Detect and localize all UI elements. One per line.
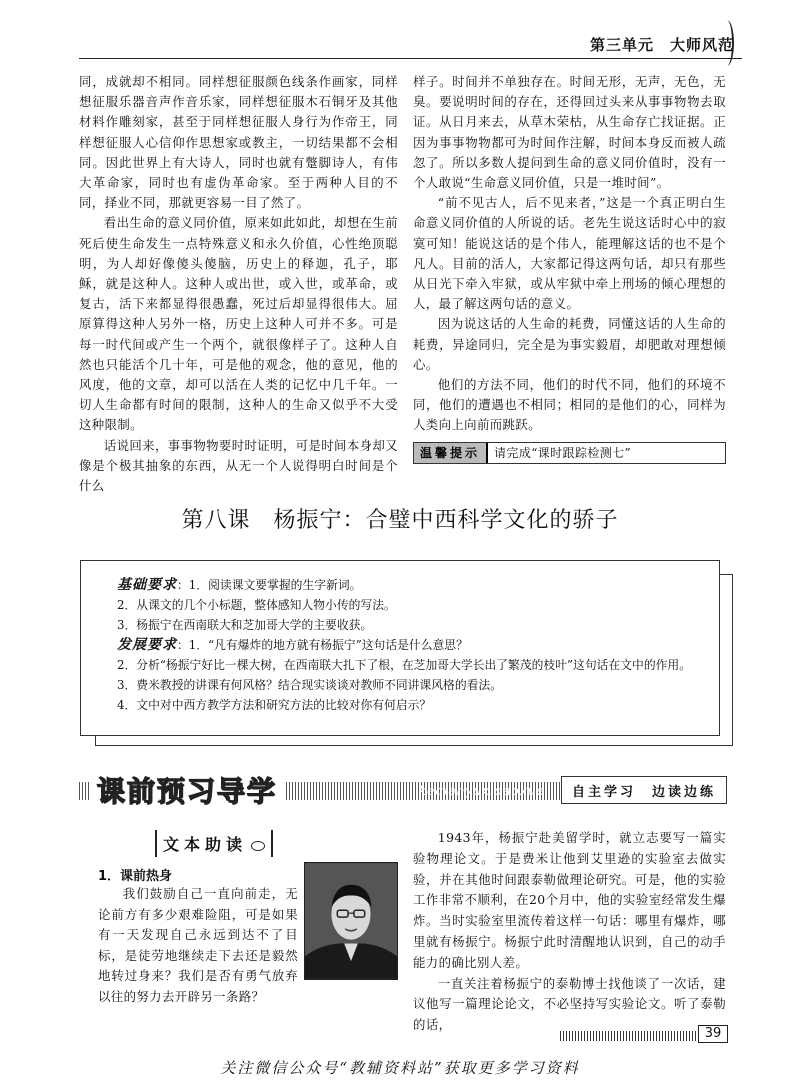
preview-pinyin: keqianyuxidaoxue	[419, 784, 545, 798]
warm-tip-text: 请完成“课时跟踪检测七”	[494, 445, 632, 460]
requirement-item: ：1．阅读课文要掌握的生字新词。	[177, 578, 362, 592]
page-number: 39	[698, 1025, 728, 1043]
header-rule	[79, 58, 742, 59]
warm-tip-box	[413, 442, 726, 464]
warm-tip-label: 温馨提示	[414, 443, 488, 463]
right-column-top	[413, 72, 726, 464]
paragraph: 1943年，杨振宁赴美留学时，就立志要写一篇实验物理论文。于是费米让他到艾里逊的实验室去做实验，并在其他时间跟泰勒做理论研究。可是，他的实验工作非常不顺利，在20个月中，他的实验室经常发生爆炸。当时实验室里流传着这样一句话：哪里有爆炸，哪里就有杨振宁。杨振宁此时清醒地认识到，自己的动手能力的确比别人差。	[413, 830, 726, 970]
requirement-item: ：1．“凡有爆炸的地方就有杨振宁”这句话是什么意思？	[177, 638, 468, 652]
basic-requirements-heading: 基础要求	[117, 577, 177, 593]
development-requirements-heading: 发展要求	[117, 637, 177, 653]
paragraph: 我们鼓励自己一直向前走，无论前方有多少艰难险阻，可是如果有一天发现自己永远到达不了目标，是徒劳地继续走下去还是毅然地转过身来？我们是否有勇气放弃以往的努力去开辟另一条路？	[98, 886, 298, 1004]
basic-requirement-first	[117, 575, 719, 595]
infinity-icon	[251, 841, 265, 851]
paragraph: 因为说这话的人生命的耗费，同懂这话的人生命的耗费，异途同归，完全是为事实毅眉，却肥敢对理想倾心。	[413, 316, 726, 372]
page-number-stripe	[560, 1031, 700, 1041]
unit-title: 第三单元 大师风范	[590, 36, 735, 54]
reading-aid-title	[155, 830, 273, 857]
preview-tag: 自主学习 边读边练	[561, 776, 727, 804]
paragraph: 看出生命的意义同价值，原来如此如此，却想在生前死后使生命发生一点特殊意义和永久价值，心性绝顶聪明，为人却好像傻头傻脑，历史上的释迦，孔子，耶稣，就是这种人。这种人或出世，或入世，或革命，或复古，活下来都显得很愚蠢，死过后却显得很伟大。屈原算得这种人另外一格，历史上这种人可并不多。可是每一时代间或产生一个两个，就很像样子了。这种人自然也只能活个几十年，可是他的观念，他的意见，他的风度，他的文章，却可以活在人类的记忆中几千年。一切人生命都有时间的限制，这种人的生命又似乎不大受这种限制。	[79, 215, 398, 433]
warmup-heading: 1．课前热身	[98, 869, 173, 884]
warmup-text-column	[98, 884, 298, 1007]
requirements-box	[80, 560, 720, 736]
paragraph: 一直关注着杨振宁的泰勒博士找他谈了一次话，建议他写一篇理论论文，不必坚持写实验论文。听了泰勒的话，	[413, 975, 726, 1033]
requirement-item: 3．杨振宁在西南联大和芝加哥大学的主要收获。	[117, 618, 373, 632]
paragraph: “前不见古人，后不见来者，”这是一个真正明白生命意义同价值的人所说的话。老先生说这话时心中的寂寞可知！能说这话的是个伟人，能理解这话的也不是个凡人。目前的活人，大家都记得这两句话，却只有那些从日光下牵入牢狱，或从牢狱中牵上刑场的倾心理想的人，最了解这两句话的意义。	[413, 195, 726, 312]
header-bracket-decoration	[720, 20, 734, 66]
requirement-item: 4．文中对中西方教学方法和研究方法的比较对你有何启示？	[117, 698, 432, 712]
portrait-illustration	[305, 863, 397, 979]
lesson-title: 第八课 杨振宁：合璧中西科学文化的骄子	[181, 508, 619, 533]
left-column-top	[79, 72, 398, 496]
right-column-bottom	[413, 828, 726, 1036]
reading-aid-label: 文本助读	[163, 835, 248, 854]
portrait-photo	[304, 862, 398, 980]
footer-note: 关注微信公众号“教辅资料站”获取更多学习资料	[220, 1059, 580, 1077]
paragraph: 他们的方法不同，他们的时代不同，他们的环境不同，他们的遭遇也不相同；相同的是他们的心，同样为人类向上向前而跳跃。	[413, 377, 726, 433]
development-requirement-first	[117, 635, 719, 655]
requirement-item: 2．从课文的几个小标题，整体感知人物小传的写法。	[117, 598, 396, 612]
preview-section-title: 课前预习导学	[89, 770, 285, 810]
paragraph: 同，成就却不相同。同样想征服颜色线条作画家，同样想征服乐器音声作音乐家，同样想征服木石铜牙及其他材料作雕刻家，甚至于同样想征服人身行为作帝王，同样想征服人心信仰作思想家或教主，一切结果都不会相同。因此世界上有大诗人，同时也就有蹩脚诗人，有伟大革命家，同时也有虚伪革命家。至于两种人目的不同，择业不同，那就更容易一目了然了。	[79, 74, 398, 211]
preview-section-bar	[79, 770, 727, 810]
requirement-item: 3．费米教授的讲课有何风格？结合现实谈谈对教师不同讲课风格的看法。	[117, 678, 503, 692]
paragraph: 样子。时间并不单独存在。时间无形，无声，无色，无臭。要说明时间的存在，还得回过头来从事事物物去取证。从日月来去，从草木荣枯，从生命存亡找证据。正因为事事物物都可为时间作注解，时间本身反而被人疏忽了。所以多数人提问到生命的意义同价值时，没有一个人敢说“生命意义同价值，只是一堆时间”。	[413, 74, 726, 191]
requirement-item: 2．分析“杨振宁好比一棵大树，在西南联大扎下了根，在芝加哥大学长出了繁茂的枝叶”这句话在文中的作用。	[117, 658, 692, 672]
paragraph: 话说回来，事事物物要时时证明，可是时间本身却又像是个极其抽象的东西，从无一个人说得明白时间是个什么	[79, 437, 398, 494]
